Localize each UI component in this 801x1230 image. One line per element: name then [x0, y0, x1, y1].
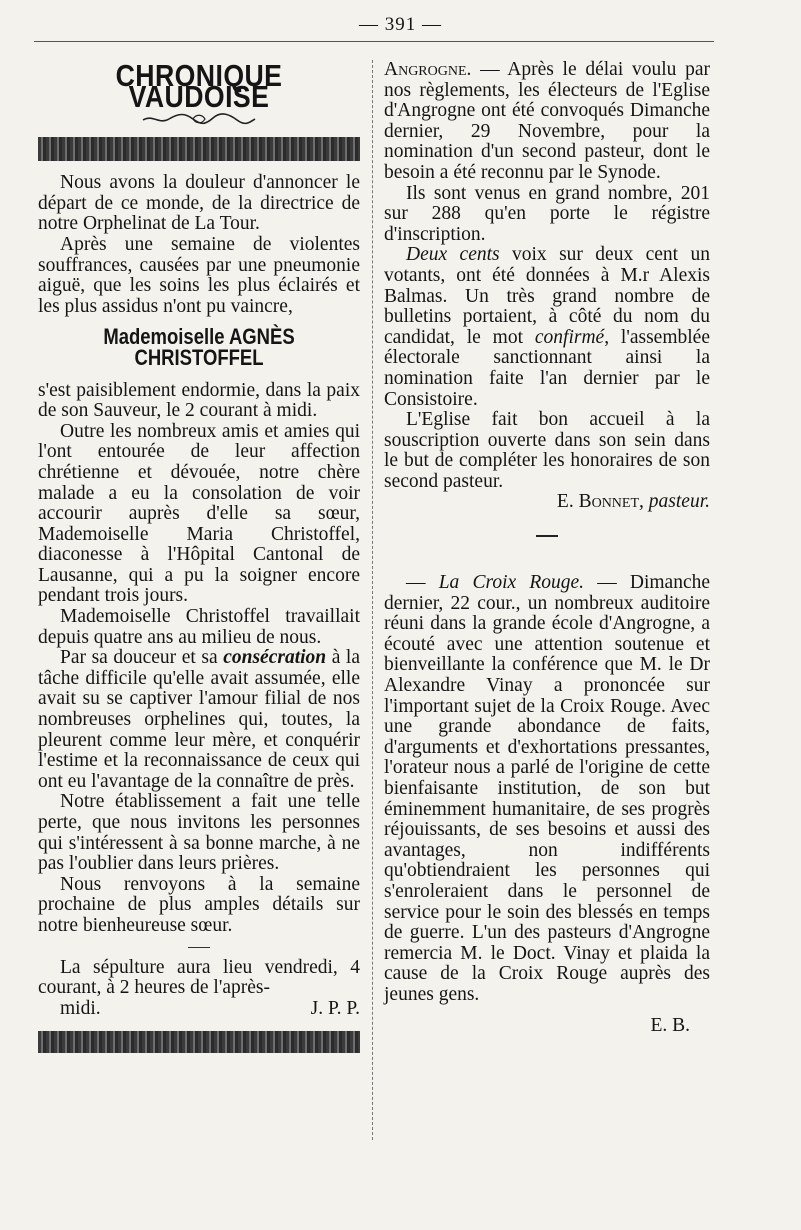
page-number: — 391 —	[359, 14, 442, 35]
emphasis: consécration	[223, 647, 327, 669]
paragraph: Nous avons la douleur d'annoncer le départ de ce monde, de la directrice de notre Orphelinat de La Tour.	[38, 172, 360, 235]
signature	[384, 492, 710, 513]
paragraph: Nous renvoyons à la semaine prochaine de plus amples détails sur notre bienheureuse sœur.	[38, 873, 360, 936]
text-run: , pasteur.	[639, 491, 710, 513]
paragraph	[384, 60, 710, 184]
decorative-band	[38, 1031, 360, 1053]
paragraph: s'est paisiblement endormie, dans la paix de son Sauveur, le 2 courant à midi.	[38, 379, 360, 422]
text-run: voix sur deux cent un votants, ont été données à M.r Alexis Balmas. Un très grand nombre de bulletins portaient, à côté du nom du candidat, le mot	[384, 244, 710, 348]
left-column	[38, 60, 360, 1065]
signature: J. P. P.	[310, 997, 360, 1019]
text-run: à la tâche difficile qu'elle avait assumée, elle avait su se captiver l'amour filial de nos nombreuses orphelines qui, toutes, la pleurent comme leur mère, et conquérir l'estime et la reconnaissance de ceux qui ont eu l'avantage de la connaître de près.	[38, 647, 361, 792]
signature-line	[38, 999, 360, 1020]
text-run: E.	[556, 491, 579, 513]
text-run: —	[406, 572, 439, 594]
text-run: Bonnet	[578, 491, 640, 513]
paragraph: L'Eglise fait bon accueil à la souscription ouverte dans son sein dans le but de compléter les honoraires de son second pasteur.	[384, 409, 710, 492]
text-run: Par sa douceur et sa	[60, 647, 224, 669]
section-title: CHRONIQUE VAUDOISE	[115, 58, 283, 114]
signature: E. B.	[650, 1014, 690, 1036]
paragraph: Notre établissement a fait une telle perte, que nous invitons les personnes qui s'intéressent à sa bonne marche, à ne pas l'oublier dans leurs prières.	[38, 791, 360, 875]
text-run: midi.	[60, 997, 101, 1019]
right-column	[384, 60, 710, 1036]
column-divider	[372, 60, 373, 1140]
paragraph	[38, 648, 360, 792]
deceased-name: Mademoiselle AGNÈS CHRISTOFFEL	[103, 324, 295, 370]
paragraph: Après une semaine de violentes souffrances, causées par une pneumonie aiguë, que les soins les plus éclairés et les plus assidus n'ont pu vaincre,	[38, 233, 360, 317]
separator-rule	[188, 947, 210, 948]
emphasis: Deux cents	[406, 244, 500, 266]
header-rule	[34, 41, 714, 42]
decorative-band	[38, 137, 360, 161]
place-name: Angrogne.	[384, 59, 472, 80]
paragraph: La sépulture aura lieu vendredi, 4 courant, à 2 heures de l'après-	[38, 956, 360, 999]
paragraph	[384, 245, 710, 410]
paragraph: Outre les nombreux amis et amies qui l'ont entourée de leur affection chrétienne et dévouée, notre chère malade a eu la consolation de voir accourir auprès d'elle sa sœur, Mademoiselle Maria Christoffel, diaconesse à l'Hôpital Cantonal de Lausanne, qui a pu la soigner encore pendant trois jours.	[38, 420, 360, 607]
emphasis: confirmé	[534, 326, 605, 348]
paragraph	[384, 573, 710, 1005]
text-run: — Après le délai voulu par nos règlements, les électeurs de l'Eglise d'Angrogne ont été convoqués Dimanche dernier, 29 Novembre, pour la nomination d'un second pasteur, dont le besoin a été reconnu par le Synode.	[384, 59, 710, 183]
text-run: , l'assemblée électorale sanctionnant ainsi la nomination faite l'an dernier par le Consistoire.	[384, 326, 710, 410]
paragraph: Ils sont venus en grand nombre, 201 sur 288 qu'en porte le régistre d'inscription.	[384, 182, 710, 245]
text-run: — Dimanche dernier, 22 cour., un nombreux auditoire réuni dans la grande école d'Angrogne, a écouté avec une attention soutenue et bienveillante la conférence que M. le Dr Alexandre Vinay a prononcée sur l'important sujet de la Croix Rouge. Avec une grande abondance de faits, d'arguments et d'exhortations pressantes, l'orateur nous a parlé de l'origine de cette bienfaisante institution, de son but éminemment humanitaire, de ses progrès réjouissants, de ses besoins et aussi des avantages, non indifférents qu'obtiendraient les personnes qui s'enroleraient dans le personnel de service pour le soin des blessés en temps de guerre. L'un des pasteurs d'Angrogne remercia M. le Doct. Vinay et plaida la cause de la Croix Rouge auprès des jeunes gens.	[384, 572, 711, 1005]
paragraph: Mademoiselle Christoffel travaillait depuis quatre ans au milieu de nous.	[38, 606, 360, 648]
separator-dash	[536, 535, 558, 537]
emphasis: La Croix Rouge.	[438, 572, 585, 594]
